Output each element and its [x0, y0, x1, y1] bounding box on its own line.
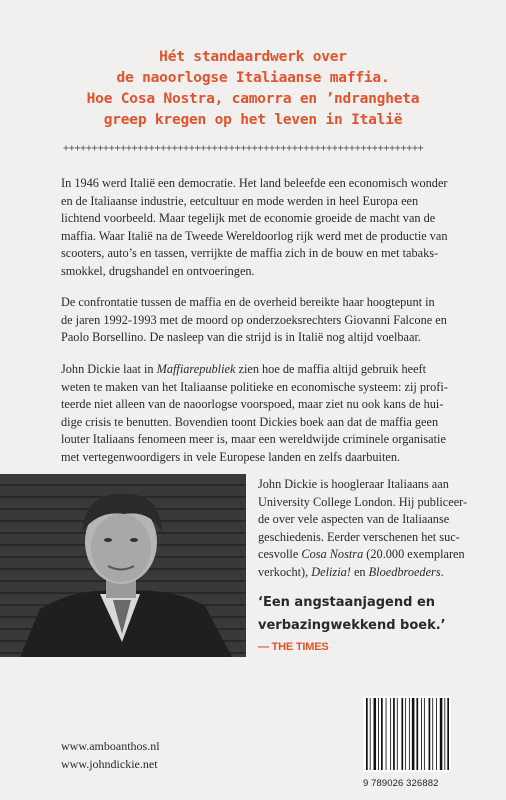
- barcode-bar: [444, 698, 445, 770]
- text-line: scooters, auto’s en tassen, verrijkte de maffia zich in de bouw en met tabaks-: [61, 246, 439, 261]
- author-photo: [0, 474, 246, 657]
- text-line: de jaren 1992-1993 met de moord op onderzoeksrechters Giovanni Falcone en: [61, 312, 447, 327]
- text-span: cesvolle: [258, 547, 302, 562]
- publisher-url: www.amboanthos.nl: [61, 739, 160, 753]
- text-line: In 1946 werd Italië een democratie. Het land beleefde een economisch wonder: [61, 176, 448, 190]
- barcode-bar: [436, 698, 437, 770]
- text-line: teerde niet alleen van de naoorlogse voorspoed, maar ziet nu ook kans de hui-: [61, 397, 444, 412]
- author-portrait-image: [0, 474, 246, 657]
- headline-line: de naoorlogse Italiaanse maffia.: [116, 70, 390, 86]
- text-line: en de Italiaanse industrie, eetcultuur en mode werden in heel Europa een: [61, 193, 419, 208]
- barcode-bar: [424, 698, 425, 770]
- bio-line: John Dickie is hoogleraar Italiaans aan: [258, 477, 449, 491]
- barcode-bar: [386, 698, 387, 770]
- barcode-bar: [405, 698, 406, 770]
- text-line: [61, 361, 447, 379]
- barcode-bar: [393, 698, 395, 770]
- headline: [0, 47, 506, 131]
- barcode-bar: [370, 698, 371, 770]
- headline-line: Hoe Cosa Nostra, camorra en ’ndrangheta: [86, 91, 420, 107]
- book-title: Bloedbroeders: [368, 564, 441, 579]
- text-line: smokkel, drugshandel en ontvoeringen.: [61, 263, 255, 278]
- text-span: .: [440, 564, 444, 579]
- quote-line: ‘Een angstaanjagend en: [258, 595, 436, 610]
- quote-line: verbazingwekkend boek.’: [258, 618, 446, 633]
- book-title: Maffiarepubliek: [156, 362, 236, 376]
- barcode-bar: [429, 698, 431, 770]
- intro-paragraph: [61, 175, 447, 281]
- barcode-bar: [412, 698, 415, 770]
- text-span: en: [350, 564, 369, 579]
- text-line: met vertegenwoordigers in vele Europese landen en zelfs daarbuiten.: [61, 449, 401, 464]
- barcode-bar: [397, 698, 398, 770]
- barcode-bar: [374, 698, 377, 770]
- text-line: maffia. Waar Italië na de Tweede Wereldoorlog rijk werd met de productie van: [61, 228, 448, 243]
- barcode: [363, 696, 451, 772]
- barcode-bar: [447, 698, 449, 770]
- text-line: louter Italiaans fenomeen meer is, maar een wereldwijde criminele organisatie: [61, 432, 446, 447]
- text-line: lichtend voorbeeld. Maar tegelijk met de economie groeide de macht van de: [61, 211, 436, 226]
- barcode-bar: [381, 698, 383, 770]
- book-title: Cosa Nostra: [301, 547, 364, 562]
- author-bio: [258, 476, 468, 582]
- author-url: www.johndickie.net: [61, 757, 158, 771]
- barcode-bar: [416, 698, 418, 770]
- confrontation-paragraph: [61, 294, 447, 347]
- barcode-bar: [440, 698, 443, 770]
- bio-line: University College London. Hij publiceer-: [258, 494, 468, 509]
- quote-source: — THE TIMES: [258, 641, 329, 653]
- barcode-bar: [390, 698, 391, 770]
- website-links: [61, 737, 160, 773]
- text-span: zien hoe de maffia altijd gebruik heeft: [235, 362, 427, 376]
- barcode-bar: [421, 698, 422, 770]
- barcode-bar: [401, 698, 403, 770]
- headline-line: Hét standaardwerk over: [159, 49, 347, 65]
- text-line: weten te maken van het Italiaanse politieke en economische systeem: zij profi-: [61, 379, 448, 394]
- text-span: verkocht),: [258, 564, 312, 579]
- bio-line: [258, 564, 448, 582]
- headline-line: greep kregen op het leven in Italië: [103, 112, 403, 128]
- barcode-bar: [409, 698, 410, 770]
- plus-divider: +++++++++++++++++++++++++++++++++++++++++++++++++++++++++++++++: [63, 143, 424, 154]
- isbn-number: 9 789026 326882: [363, 778, 439, 789]
- text-line: Paolo Borsellino. De nasleep van die strijd is in Italië nog altijd voelbaar.: [61, 330, 421, 345]
- bio-line: geschiedenis. Eerder verschenen het suc-: [258, 529, 460, 544]
- review-quote: [258, 591, 458, 637]
- text-line: dige crisis te benutten. Bovendien toont Dickies boek aan dat de maffia geen: [61, 414, 439, 429]
- bio-line: de over vele aspecten van de Italiaanse: [258, 512, 450, 527]
- barcode-bar: [366, 698, 368, 770]
- barcode-bar: [432, 698, 433, 770]
- author-claim-paragraph: [61, 361, 447, 467]
- text-line: De confrontatie tussen de maffia en de overheid bereikte haar hoogtepunt in: [61, 295, 435, 309]
- text-span: John Dickie laat in: [61, 362, 157, 376]
- barcode-bar: [378, 698, 379, 770]
- text-span: (20.000 exemplaren: [363, 547, 465, 562]
- barcode-bars-icon: [363, 696, 451, 772]
- book-title: Delizia!: [311, 564, 351, 579]
- bio-line: [258, 546, 465, 564]
